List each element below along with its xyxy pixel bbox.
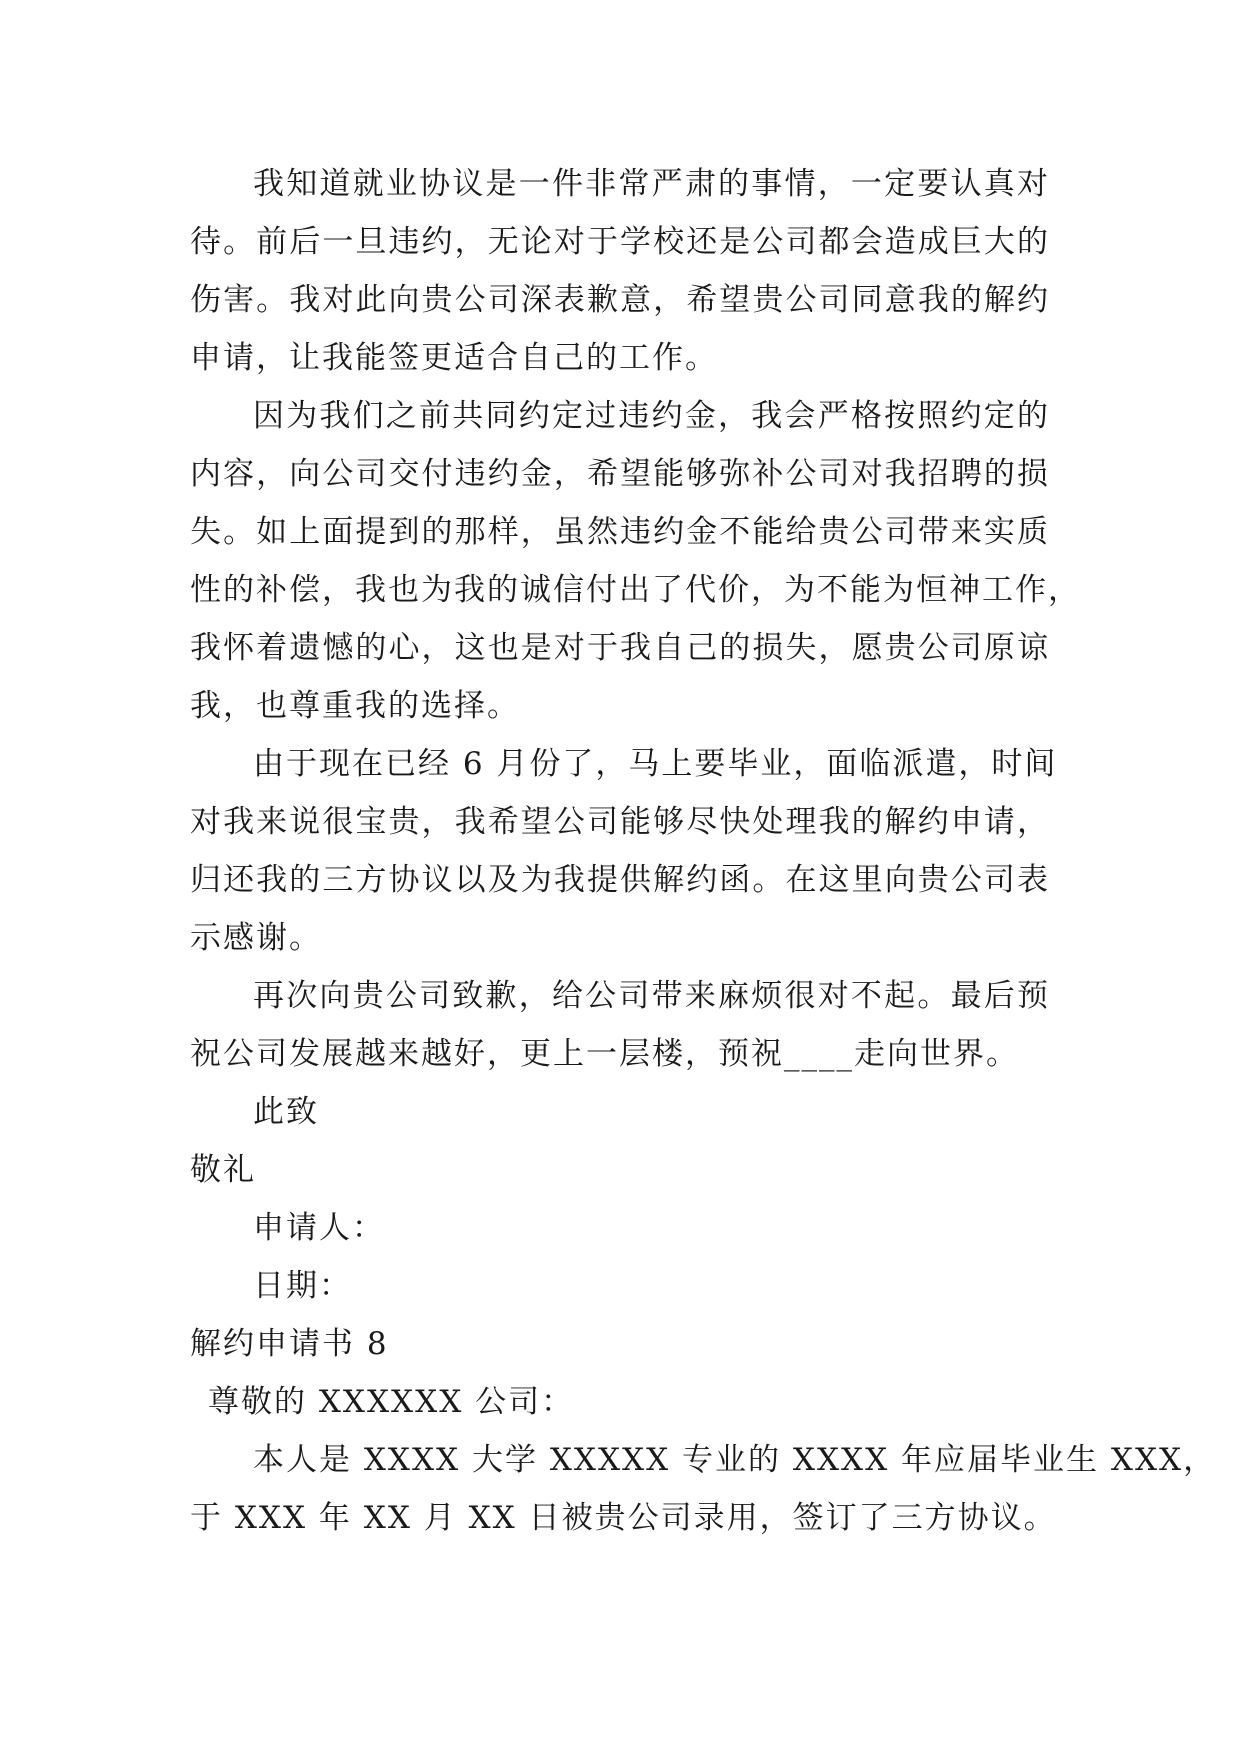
document-body [190, 155, 1217, 1547]
closing-salutation: 此致 [253, 1094, 319, 1130]
paragraph-3-line-2: 对我来说很宝贵，我希望公司能够尽快处理我的解约申请， [190, 804, 1050, 840]
closing-regards: 敬礼 [190, 1152, 256, 1188]
paragraph-5-line-1: 本人是 XXXX 大学 XXXXX 专业的 XXXX 年应届毕业生 XXX， [253, 1442, 1217, 1478]
paragraph-3-line-3: 归还我的三方协议以及为我提供解约函。在这里向贵公司表 [190, 862, 1050, 898]
paragraph-3-line-1: 由于现在已经 6 月份了，马上要毕业，面临派遣，时间 [253, 746, 1058, 782]
paragraph-2-line-3: 失。如上面提到的那样，虽然违约金不能给贵公司带来实质 [190, 514, 1050, 550]
paragraph-4-line-2: 祝公司发展越来越好，更上一层楼，预祝____走向世界。 [190, 1036, 1019, 1072]
paragraph-2-line-4: 性的补偿，我也为我的诚信付出了代价，为不能为恒神工作， [190, 572, 1081, 608]
paragraph-2-line-2: 内容，向公司交付违约金，希望能够弥补公司对我招聘的损 [190, 456, 1050, 492]
paragraph-1-line-1: 我知道就业协议是一件非常严肃的事情，一定要认真对 [253, 166, 1050, 202]
date-label: 日期： [253, 1268, 352, 1304]
paragraph-1-line-2: 待。前后一旦违约，无论对于学校还是公司都会造成巨大的 [190, 224, 1050, 260]
paragraph-5-line-2: 于 XXX 年 XX 月 XX 日被贵公司录用，签订了三方协议。 [190, 1500, 1057, 1536]
recipient-greeting: 尊敬的 XXXXXX 公司： [208, 1384, 575, 1420]
paragraph-3-line-4: 示感谢。 [190, 920, 322, 956]
paragraph-2-line-5: 我怀着遗憾的心，这也是对于我自己的损失，愿贵公司原谅 [190, 630, 1050, 666]
paragraph-1-line-3: 伤害。我对此向贵公司深表歉意，希望贵公司同意我的解约 [190, 282, 1050, 318]
paragraph-4-line-1: 再次向贵公司致歉，给公司带来麻烦很对不起。最后预 [253, 978, 1050, 1014]
applicant-label: 申请人： [253, 1210, 385, 1246]
paragraph-2-line-1: 因为我们之前共同约定过违约金，我会严格按照约定的 [253, 398, 1050, 434]
section-heading: 解约申请书 8 [190, 1326, 389, 1362]
paragraph-2-line-6: 我，也尊重我的选择。 [190, 688, 520, 724]
paragraph-1-line-4: 申请，让我能签更适合自己的工作。 [190, 340, 718, 376]
